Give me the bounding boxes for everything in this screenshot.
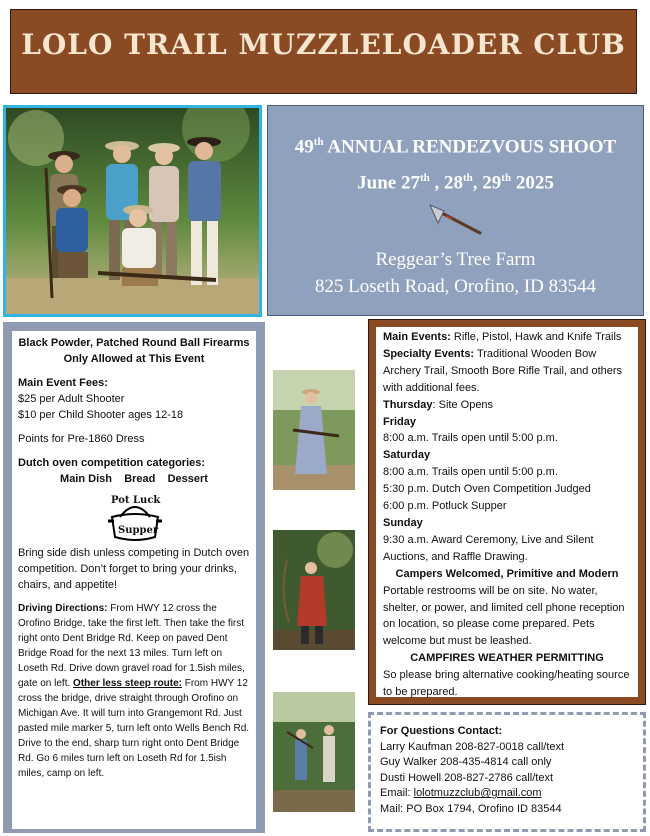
contacts-content [380,724,640,826]
group-photo-image [6,108,259,314]
contact-3: Dusti Howell 208-827-2786 call/text [380,771,554,784]
email-link[interactable]: lolotmuzzclub@gmail.com [413,787,542,800]
fee-child: $10 per Child Shooter ages 12-18 [18,409,184,421]
friday-label: Friday [383,415,417,428]
contact-mail: Mail: PO Box 1794, Orofino ID 83544 [380,802,562,815]
campers-text: Portable restrooms will be on site. No water, shelter, or power, and limited cell phone reception on location, so please come prepared. Pets welcome but must be leashed. [383,584,625,648]
trail-shooters-photo [273,692,355,812]
woman-shooter-photo [273,370,355,490]
sunday-item-1: 9:30 a.m. Award Ceremony, Live and Silent Auctions, and Raffle Drawing. [383,533,594,563]
points-note: Points for Pre-1860 Dress [18,433,145,445]
date-day-1-ordinal: th [419,172,430,184]
contacts-box [368,712,646,832]
driving-directions-text-1: From HWY 12 cross the Orofino Bridge, take the first left. Then take the first right onto Dent Bridge Rd. Keep on paved Dent Bridge Road for the next 13 miles. Turn left on Loseth Rd. Drive down gravel road for 1.5ish miles, gate on left. [18,603,245,689]
main-events-label: Main Events: [383,331,451,343]
woman-shooter-image [273,370,355,490]
event-title-text: ANNUAL RENDEZVOUS SHOOT [323,136,617,158]
campfires-heading: CAMPFIRES WEATHER PERMITTING [410,652,604,665]
header-banner [10,9,637,94]
club-title: LOLO TRAIL MUZZLELOADER CLUB [21,28,626,61]
fees-info-box [3,322,265,833]
firearms-rule-line2: Only Allowed at This Event [63,353,205,365]
event-edition-number: 49 [294,136,314,158]
saturday-item-1: 8:00 a.m. Trails open until 5:00 p.m. [383,466,558,479]
saturday-item-3: 6:00 p.m. Potluck Supper [383,500,507,513]
main-events-text: Rifle, Pistol, Hawk and Knife Trails [450,331,622,343]
schedule-content [376,327,638,697]
archer-photo [273,530,355,650]
saturday-label: Saturday [383,449,431,462]
trail-shooters-image [273,692,355,812]
fees-heading: Main Event Fees: [18,377,108,389]
event-edition-ordinal: th [313,136,324,148]
event-dates [268,172,643,194]
date-day-2: 28 [444,172,464,194]
date-day-2-ordinal: th [463,172,473,184]
date-day-3: 29 [482,172,502,194]
campers-heading: Campers Welcomed, Primitive and Modern [395,567,619,580]
contact-2: Guy Walker 208-435-4814 call only [380,756,552,769]
thursday-text: : Site Opens [432,398,494,411]
archer-image [273,530,355,650]
group-photo [3,105,262,317]
driving-directions [18,601,250,781]
dutch-oven-heading: Dutch oven competition categories: [18,457,206,469]
specialty-events-label: Specialty Events: [383,347,475,360]
alt-route-label: Other less steep route: [73,678,182,689]
date-year: 2025 [511,172,554,194]
campfires-text: So please bring alternative cooking/heating source to be prepared. [383,669,630,699]
thursday [383,397,631,414]
event-info-panel [267,105,644,316]
saturday-item-2: 5:30 p.m. Dutch Oven Competition Judged [383,483,591,496]
driving-directions-label: Driving Directions: [18,603,108,614]
event-title [268,136,643,158]
fees-info-content [12,331,256,829]
date-day-1: 27 [400,172,420,194]
dutch-oven-categories: Main Dish Bread Dessert [60,473,208,485]
specialty-events-text: Traditional Wooden Bow Archery Trail, Smooth Bore Rifle Trail, and others with additional fees. [383,347,623,394]
main-events [383,329,631,346]
thursday-label: Thursday [383,398,433,411]
contact-1: Larry Kaufman 208-827-0018 call/text [380,740,565,753]
potluck-logo-line2: Supper [118,525,159,536]
email-label: Email: [380,787,414,800]
venue-name: Reggear’s Tree Farm [375,249,536,270]
date-day-3-ordinal: th [501,172,512,184]
specialty-events [383,346,631,397]
potluck-logo-line1: Pot Luck [111,495,161,506]
contacts-heading: For Questions Contact: [380,725,503,737]
tomahawk-icon [426,203,486,239]
date-month: June [357,172,401,194]
sunday-label: Sunday [383,516,423,529]
driving-directions-text-2: From HWY 12 cross the bridge, drive straight through Orofino on Michigan Ave. It will turn into Grangemont Rd. Just pasted mile marker 5, turn left onto Wells Bench Rd. Drive to the end, sharp turn right onto Dent Bridge Rd. Go 6 miles turn left on Loseth Rd for 1.5ish miles, camp on left. [18,678,250,779]
date-separator-1: , [429,172,445,194]
fee-adult: $25 per Adult Shooter [18,393,125,405]
friday-item-1: 8:00 a.m. Trails open until 5:00 p.m. [383,432,558,445]
date-separator-2: , [472,172,483,194]
side-dish-note: Bring side dish unless competing in Dutch oven competition. Don’t forget to bring your drinks, chairs, and appetite! [18,547,250,591]
schedule-box [368,319,646,705]
contact-email [380,786,640,802]
potluck-logo [18,487,250,545]
firearms-rule-line1: Black Powder, Patched Round Ball Firearms [18,337,250,349]
venue-address: 825 Loseth Road, Orofino, ID 83544 [314,276,597,297]
